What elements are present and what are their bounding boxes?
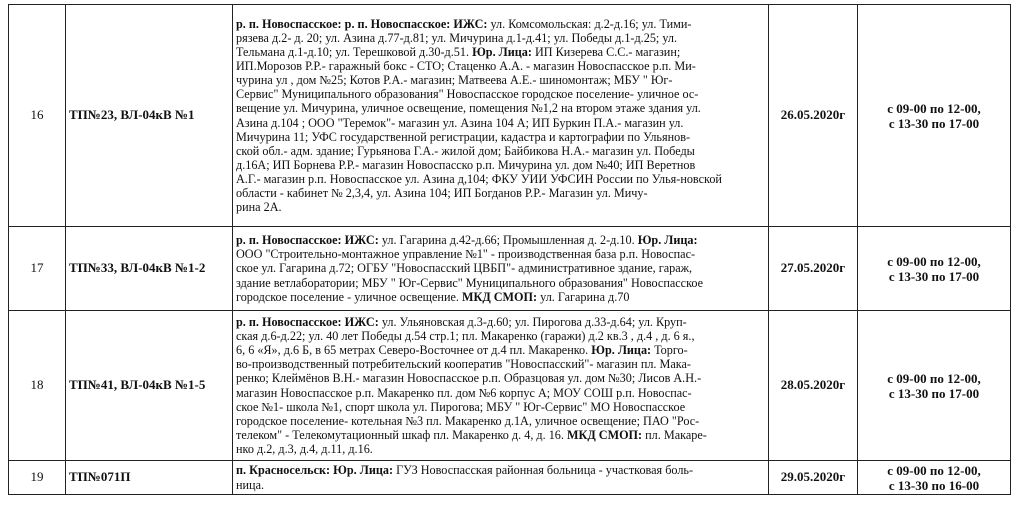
row-number: 19 [9, 461, 66, 495]
desc-line: ское ул. Гагарина д.72; ОГБУ "Новоспасский ЦВБП"- административное здание, гараж, [236, 261, 693, 276]
desc-line: чурина ул , дом №25; Котов Р.А.- магазин; Матвеева А.Е.- шиномонтаж; МБУ " Юг- [236, 73, 673, 88]
affected-addresses [233, 311, 769, 461]
outage-time [858, 461, 1011, 495]
desc-line: ская д.6-д.22; ул. 40 лет Победы д.54 стр.1; пл. Макаренко (гаражи) д.2 кв.3 , д.4 , д. 6 я., [236, 329, 695, 344]
table-row [9, 461, 1011, 495]
desc-line: ренко; Клеймёнов В.Н.- магазин Новоспасское р.п. Образцовая ул. дом №30; Лисов А.Н.- [236, 371, 702, 386]
row-number: 17 [9, 227, 66, 311]
desc-line: п. Красносельск: Юр. Лица: ГУЗ Новоспасская районная больница - участковая боль- [236, 463, 694, 478]
desc-line: ница. [236, 477, 265, 492]
outage-date: 29.05.2020г [769, 461, 858, 495]
affected-addresses [233, 461, 769, 495]
desc-line: магазин Новоспасское р.п. Макаренко пл. дом №6 корпус А; МОУ СОШ р.п. Новоспас- [236, 385, 692, 400]
desc-line: ское №1- школа №1, спорт школа ул. Пирогова; МБУ " Юг-Сервис" МО Новоспасское [236, 399, 686, 414]
time-slot: с 09-00 по 12-00, [887, 253, 981, 269]
time-slot: с 13-30 по 17-00 [888, 268, 980, 284]
outage-time [858, 5, 1011, 227]
desc-line: телеком" - Телекомутационный шкаф пл. Макаренко д. 4, д. 16. МКД СМОП: пл. Макаре- [236, 427, 707, 442]
desc-line: рина 2А. [236, 200, 282, 215]
desc-line: р. п. Новоспасское: ИЖС: ул. Гагарина д.42-д.66; Промышленная д. 2-д.10. Юр. Лица: [236, 233, 698, 248]
row-number: 18 [9, 311, 66, 461]
desc-line: ской обл.- адм. здание; Гурьянова Г.А.- жилой дом; Байбикова Н.А.- магазин ул. Победы [236, 143, 695, 158]
outage-time [858, 311, 1011, 461]
time-slot: с 09-00 по 12-00, [887, 100, 981, 116]
desc-line: городское поселение- котельная №3 пл. Макаренко д.1А, уличное освещение; ПАО "Рос- [236, 413, 700, 428]
desc-line: нко д.2, д.3, д.4, д.11, д.16. [236, 441, 373, 456]
time-slot: с 09-00 по 12-00, [887, 370, 981, 386]
time-slot: с 13-30 по 17-00 [888, 115, 980, 131]
desc-line: Сервис" Муниципального образования" Новоспасское городское поселение- уличное ос- [236, 87, 699, 102]
outage-date: 26.05.2020г [769, 5, 858, 227]
desc-line: Азина д.104 ; ООО "Теремок"- магазин ул. Азина 104 А; ИП Буркин П.А.- магазин ул. [236, 115, 684, 130]
desc-line: рязева д.2- д. 20; ул. Азина д.77-д.81; ул. Мичурина д.1-д.41; ул. Победы д.1-д.25; ул. [236, 30, 678, 45]
desc-line: 6, 6 «Я», д.6 Б, в 65 метрах Северо-Восточнее от д.4 пл. Макаренко. Юр. Лица: Торго- [236, 343, 688, 358]
desc-line: области - кабинет № 2,3,4, ул. Азина 104; ИП Богданов Р.Р.- Магазин ул. Мичу- [236, 185, 648, 200]
time-slot: с 13-30 по 17-00 [888, 385, 980, 401]
desc-line: ИП.Морозов Р.Р.- гаражный бокс - СТО; Стаценко А.А. - магазин Новоспасское р.п. Ми- [236, 59, 696, 74]
desc-line: здание ветлаборатории; МБУ " Юг-Сервис" Муниципального образования" Новоспасское [236, 275, 704, 290]
outage-date: 28.05.2020г [769, 311, 858, 461]
desc-line: во-производственный потребительский кооператив "Новоспасский"- магазин пл. Мака- [236, 357, 691, 372]
outage-date: 27.05.2020г [769, 227, 858, 311]
outage-schedule-table [8, 4, 1011, 495]
outage-time [858, 227, 1011, 311]
desc-line: Тельмана д.1-д.10; ул. Терешковой д.30-д.51. Юр. Лица: ИП Кизерева С.С.- магазин; [236, 45, 681, 60]
substation-name: ТП№071П [66, 461, 233, 495]
substation-name: ТП№33, ВЛ-04кВ №1-2 [66, 227, 233, 311]
table-row [9, 5, 1011, 227]
table-row [9, 227, 1011, 311]
desc-line: вещение ул. Мичурина, уличное освещение, помещения №1,2 на втором этаже здания ул. [236, 101, 701, 116]
affected-addresses [233, 227, 769, 311]
desc-line: р. п. Новоспасское: р. п. Новоспасское: ИЖС: ул. Комсомольская: д.2-д.16; ул. Тими- [236, 16, 692, 31]
desc-line: р. п. Новоспасское: ИЖС: ул. Ульяновская д.3-д.60; ул. Пирогова д.33-д.64; ул. Круп- [236, 315, 687, 330]
desc-line: Мичурина 11; УФС государственной регистрации, кадастра и картографии по Ульянов- [236, 129, 691, 144]
row-number: 16 [9, 5, 66, 227]
desc-line: городское поселение - уличное освещение. МКД СМОП: ул. Гагарина д.70 [236, 289, 630, 304]
desc-line: А.Г.- магазин р.п. Новоспасское ул. Азина д,104; ФКУ УИИ УФСИН России по Улья-новской [236, 171, 722, 186]
affected-addresses [233, 5, 769, 227]
substation-name: ТП№41, ВЛ-04кВ №1-5 [66, 311, 233, 461]
desc-line: ООО "Строительно-монтажное управление №1" - производственная база р.п. Новоспас- [236, 247, 696, 262]
desc-line: д.16А; ИП Борнева Р.Р.- магазин Новоспасско р.п. Мичурина ул. дом №40; ИП Веретнов [236, 157, 696, 172]
table-row [9, 311, 1011, 461]
time-slot: с 13-30 по 16-00 [888, 477, 980, 493]
substation-name: ТП№23, ВЛ-04кВ №1 [66, 5, 233, 227]
time-slot: с 09-00 по 12-00, [887, 462, 981, 478]
